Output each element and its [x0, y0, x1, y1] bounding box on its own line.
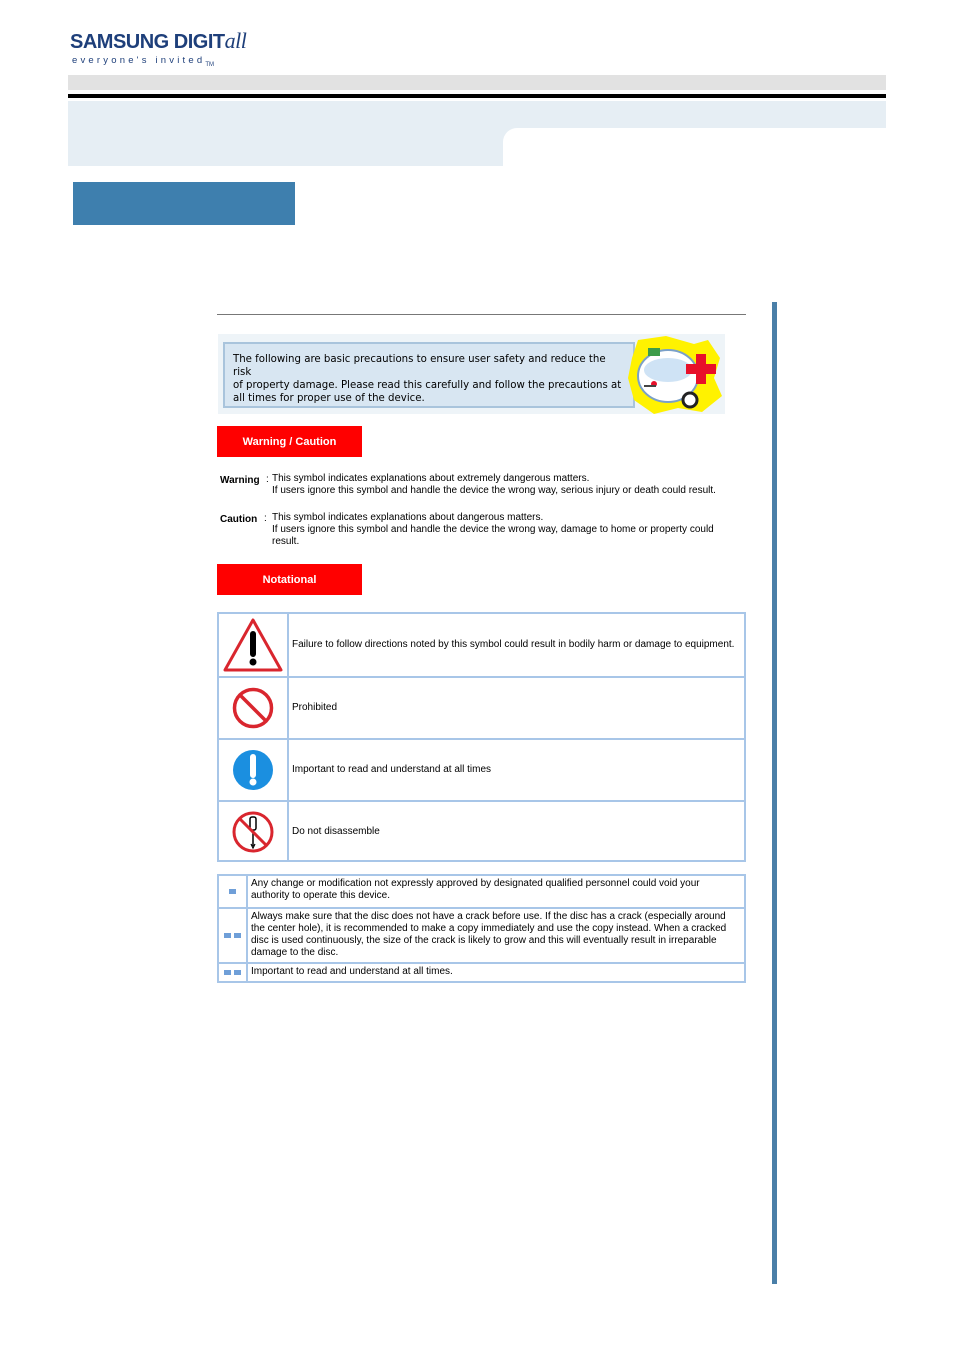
symbol-description: Important to read and understand at all times — [292, 764, 492, 775]
definition-colon: : — [264, 513, 267, 524]
table-row — [219, 614, 744, 676]
page-title-box — [73, 182, 295, 225]
header-band-tab — [503, 128, 886, 168]
intro-line: all times for proper use of the device. — [233, 393, 425, 404]
symbol-description: Failure to follow directions noted by this symbol could result in bodily harm or damage to equipment. — [292, 639, 735, 650]
table-row — [219, 676, 744, 738]
list-item — [219, 907, 744, 962]
warning-definition — [272, 473, 742, 497]
intro-notice — [218, 334, 725, 414]
warning-triangle-icon — [219, 614, 289, 676]
definition-colon: : — [266, 474, 269, 485]
caution-line: If users ignore this symbol and handle the device the wrong way, damage to home or property could result. — [272, 524, 714, 547]
intro-line: of property damage. Please read this carefully and follow the precautions at — [233, 380, 622, 391]
warning-caution-label: Warning / Caution — [217, 426, 362, 457]
symbol-description: Do not disassemble — [292, 826, 380, 837]
symbol-table — [217, 612, 746, 862]
note-text: Always make sure that the disc does not have a crack before use. If the disc has a crack (especially around the center hole), it is recommended to make a copy immediately and use the copy instead. When a cracked disc is used continuously, the size of the crack is likely to grow and this will eventually result in irreparable damage to the disc. — [251, 911, 727, 958]
note-text: Important to read and understand at all times. — [251, 966, 453, 977]
warning-line: This symbol indicates explanations about extremely dangerous matters. — [272, 473, 590, 484]
caution-line: This symbol indicates explanations about dangerous matters. — [272, 512, 544, 523]
header-divider — [68, 94, 886, 98]
first-aid-illustration — [624, 334, 725, 414]
note-text: Any change or modification not expressly approved by designated qualified personnel could void your authority to operate this device. — [251, 878, 700, 901]
notes-table — [217, 874, 746, 983]
caution-definition — [272, 512, 742, 548]
bullet-icon — [219, 876, 248, 907]
table-row — [219, 800, 744, 862]
list-item — [219, 876, 744, 907]
warning-term: Warning — [220, 475, 260, 486]
notational-label: Notational — [217, 564, 362, 595]
right-margin-rule — [772, 302, 777, 1284]
caution-term: Caution — [220, 514, 258, 525]
logo-tm: TM — [205, 61, 215, 68]
logo-brand: SAMSUNG DIGIT — [70, 31, 225, 53]
no-disassemble-icon — [219, 802, 289, 862]
symbol-description: Prohibited — [292, 702, 338, 713]
exclamation-icon — [219, 740, 289, 800]
logo-tagline: everyone's invited — [72, 55, 206, 66]
bullet-icon — [219, 909, 248, 962]
logo-brand-suffix: all — [224, 28, 247, 53]
intro-text-box — [223, 342, 635, 408]
list-item — [219, 962, 744, 981]
intro-line: The following are basic precautions to ensure user safety and reduce the risk — [233, 354, 606, 378]
warning-line: If users ignore this symbol and handle the device the wrong way, serious injury or death could result. — [272, 485, 716, 496]
header-gray-bar — [68, 75, 886, 90]
prohibited-icon — [219, 678, 289, 738]
bullet-icon — [219, 964, 248, 981]
content-divider — [217, 314, 746, 315]
table-row — [219, 738, 744, 800]
samsung-logo — [70, 28, 247, 70]
